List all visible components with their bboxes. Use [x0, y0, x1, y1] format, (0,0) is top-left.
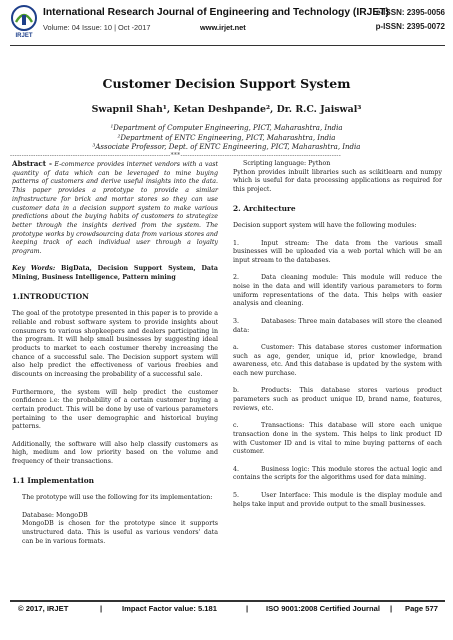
journal-title: International Research Journal of Engineering and Technology (IRJET) — [43, 7, 389, 18]
page-footer — [10, 604, 445, 618]
item-text: Input stream: The data from the various small businesses will be uploaded via a web portal which will be an input stream to the databases. — [233, 239, 442, 264]
abstract-text: E-commerce provides internet vendors with a vast quantity of data which can be leveraged to mine buying patterns of customers and derive useful insights into the data. This paper provides a prototype to provide a similar infrastructure for brick and mortar stores so they can use customer data in a decision support system to make various predictions about the buying habits of customers to strategize better through the insights derived from the system. The prototype works by crowdsourcing data from various stores and keeping track of each individual user through a loyalty program. — [12, 161, 218, 256]
architecture-heading: 2. Architecture — [233, 203, 296, 213]
item-text: Products: This database stores various product parameters such as product unique ID, brand name, features, reviews, etc. — [233, 387, 442, 412]
paper-authors: Swapnil Shah¹, Ketan Deshpande², Dr. R.C. Jaiswal³ — [91, 104, 362, 115]
item-number: 4. — [233, 465, 240, 473]
architecture-intro: Decision support system will have the following modules: — [233, 222, 417, 230]
module-item — [233, 240, 442, 266]
item-number: b. — [233, 387, 240, 395]
implementation-heading: 1.1 Implementation — [12, 475, 95, 485]
intro-paragraph-2: Furthermore, the system will help predict the customer confidence i.e: the probability of a certain customer buying a certain product. This will be done by use of various parameters pertaining to the user demographic and historical buying patterns. — [12, 388, 218, 431]
database-paragraph: MongoDB is chosen for the prototype since it supports unstructured data. This is useful as various vendors' data can be in various formats. — [22, 520, 218, 545]
journal-header — [10, 4, 445, 44]
item-text: Databases: Three main databases will store the cleaned data: — [233, 317, 442, 334]
implementation-paragraph: The prototype will use the following for its implementation: — [22, 494, 213, 502]
pissn: p-ISSN: 2395-0072 — [375, 22, 445, 31]
abstract — [12, 160, 218, 257]
left-column — [12, 160, 218, 555]
module-item — [233, 387, 442, 413]
item-text: Data cleaning module: This module will reduce the noise in the data and will identify various parameters to form uniform representations of the data. This helps with easier analysis and cleaning. — [233, 274, 442, 308]
item-number: c. — [233, 422, 239, 430]
item-number: 1. — [233, 239, 240, 247]
affiliation-1: ¹Department of Computer Engineering, PICT, Maharashtra, India — [110, 124, 343, 132]
journal-website-link[interactable]: www.irjet.net — [200, 23, 246, 32]
footer-copyright: © 2017, IRJET — [18, 604, 69, 613]
intro-paragraph-1: The goal of the prototype presented in this paper is to provide a reliable and robust software system to provide insights about consumers to various shopkeepers and dealers participating in the program. It will help small businesses by suggesting ideal products to market to each costumer thereby increasing the chance of a successful sale. The Decision support system will also help predict the effectiveness of various freebies and discounts on increasing the probability of a successful sale. — [12, 310, 218, 379]
keywords-label: Key Words: — [12, 265, 56, 273]
keywords-text: BigData, Decision Support System, Data Mining, Business Intelligence, Pattern mining — [12, 265, 218, 282]
footer-divider — [10, 600, 445, 602]
footer-separator: | — [246, 604, 249, 613]
eissn: e-ISSN: 2395-0056 — [376, 8, 445, 17]
paper-title: Customer Decision Support System — [102, 76, 351, 91]
footer-iso: ISO 9001:2008 Certified Journal — [266, 604, 380, 613]
affiliation-3: ³Associate Professor, Dept. of ENTC Engineering, PICT, Maharashtra, India — [92, 143, 361, 151]
module-item — [233, 492, 442, 509]
intro-paragraph-3: Additionally, the software will also help classify customers as high, medium and low priority based on the volume and frequency of their transactions. — [12, 440, 218, 466]
item-text: Transactions: This database will store each unique transaction done in the system. This helps to link product ID with Customer ID and is vital to mine buying patterns of each customer. — [233, 422, 442, 456]
irjet-logo-icon — [10, 4, 38, 32]
item-number: a. — [233, 343, 239, 351]
right-column — [233, 160, 442, 518]
logo-text: IRJET — [15, 33, 33, 39]
module-item — [233, 422, 442, 457]
module-item — [233, 318, 442, 335]
abstract-label: Abstract - — [12, 159, 52, 168]
item-number: 3. — [233, 317, 240, 325]
footer-page-number: Page 577 — [405, 604, 438, 613]
footer-impact-factor: Impact Factor value: 5.181 — [122, 604, 217, 613]
affiliation-2: ²Department of ENTC Engineering, PICT, Maharashtra, India — [117, 134, 336, 142]
item-number: 5. — [233, 491, 240, 499]
keywords — [12, 265, 218, 282]
scripting-line: Scripting language: Python — [243, 160, 331, 167]
footer-separator: | — [390, 604, 393, 613]
database-line: Database: MongoDB — [22, 511, 88, 519]
item-number: 2. — [233, 274, 240, 282]
footer-separator: | — [100, 604, 103, 613]
item-text: Business logic: This module stores the actual logic and contains the scripts for the algorithms used for data mining. — [233, 465, 442, 482]
scripting-paragraph: Python provides inbuilt libraries such as scikitlearn and numpy which is useful for data processing applications as required for this project. — [233, 168, 442, 194]
module-item — [233, 466, 442, 483]
volume-issue: Volume: 04 Issue: 10 | Oct -2017 — [43, 23, 151, 32]
intro-heading: 1.INTRODUCTION — [12, 291, 89, 301]
section-separator: ---------------------------------------------------------------------***--------------------------------------------------------------------- — [10, 152, 342, 159]
item-text: Customer: This database stores customer information such as age, gender, unique id, prior knowledge, brand awareness, etc. And this database is updated by the system with each new purchase. — [233, 343, 442, 378]
item-text: User Interface: This module is the display module and helps take input and provide output to the small businesses. — [233, 491, 442, 508]
module-item — [233, 274, 442, 309]
header-divider — [10, 45, 445, 46]
module-item — [233, 344, 442, 379]
